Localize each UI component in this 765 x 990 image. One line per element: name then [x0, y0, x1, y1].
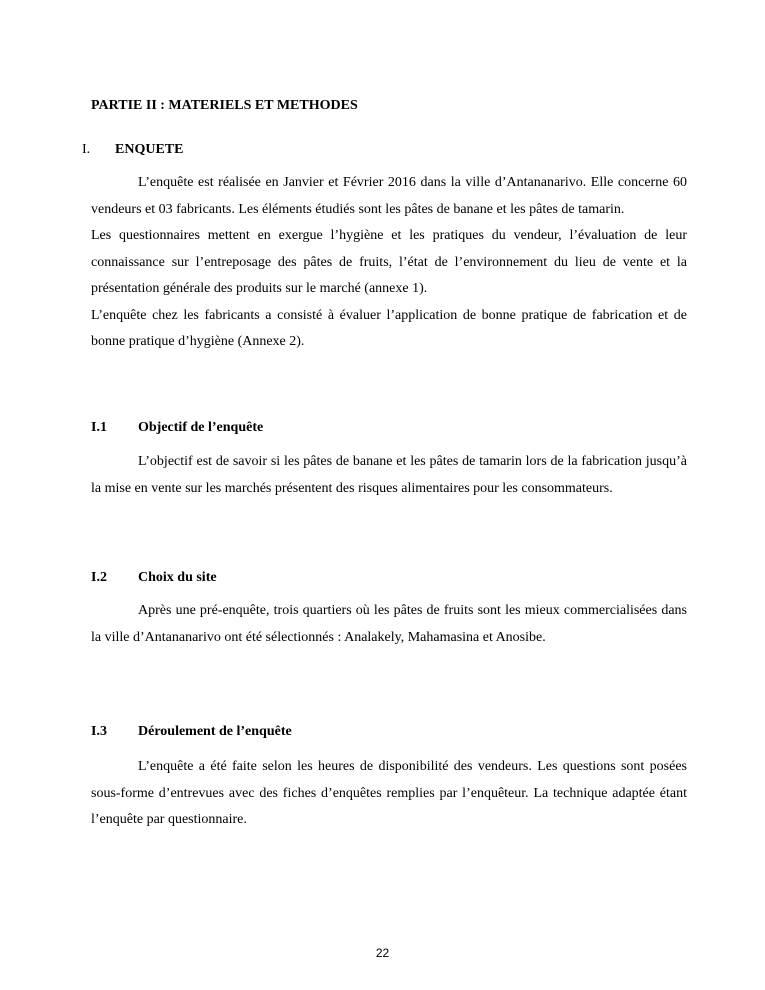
subsection-number-3: I.3	[91, 724, 107, 739]
subsection-paragraph-3: L’enquête a été faite selon les heures de disponibilité des vendeurs. Les questions sont posées sous-forme d’entrevues avec des fiches d’enquêtes remplies par l’enquêteur. La technique adaptée étant l’enquête par questionnaire.	[91, 759, 687, 827]
section-paragraph-3: L’enquête chez les fabricants a consisté à évaluer l’application de bonne pratique de fabrication et de bonne pratique d’hygiène (Annexe 2).	[91, 307, 687, 349]
subsection-paragraph-1: L’objectif est de savoir si les pâtes de banane et les pâtes de tamarin lors de la fabrication jusqu’à la mise en vente sur les marchés présentent des risques alimentaires pour les consommateurs.	[91, 454, 687, 496]
subsection-number-1: I.1	[91, 420, 107, 435]
section-paragraph-1: L’enquête est réalisée en Janvier et Février 2016 dans la ville d’Antananarivo. Elle concerne 60 vendeurs et 03 fabricants. Les éléments étudiés sont les pâtes de banane et les pâtes de tamarin.	[91, 175, 687, 217]
subsection-body-1	[91, 449, 687, 502]
subsection-title-2: Choix du site	[138, 570, 217, 585]
subsection-body-3	[91, 754, 687, 834]
subsection-number-2: I.2	[91, 570, 107, 585]
section-title: ENQUETE	[115, 142, 184, 157]
page-number: 22	[375, 946, 390, 960]
section-body	[91, 170, 687, 356]
subsection-paragraph-2: Après une pré-enquête, trois quartiers où les pâtes de fruits sont les mieux commercialisées dans la ville d’Antananarivo ont été sélectionnés : Analakely, Mahamasina et Anosibe.	[91, 603, 687, 645]
subsection-body-2	[91, 598, 687, 651]
subsection-title-1: Objectif de l’enquête	[138, 420, 264, 435]
subsection-title-3: Déroulement de l’enquête	[138, 724, 292, 739]
section-paragraph-2: Les questionnaires mettent en exergue l’hygiène et les pratiques du vendeur, l’évaluation de leur connaissance sur l’entreposage des pâtes de fruits, l’état de l’environnement du lieu de vente et la présentation générale des produits sur le marché (annexe 1).	[91, 228, 687, 296]
section-number: I.	[82, 142, 91, 157]
part-title: PARTIE II : MATERIELS ET METHODES	[91, 98, 358, 113]
